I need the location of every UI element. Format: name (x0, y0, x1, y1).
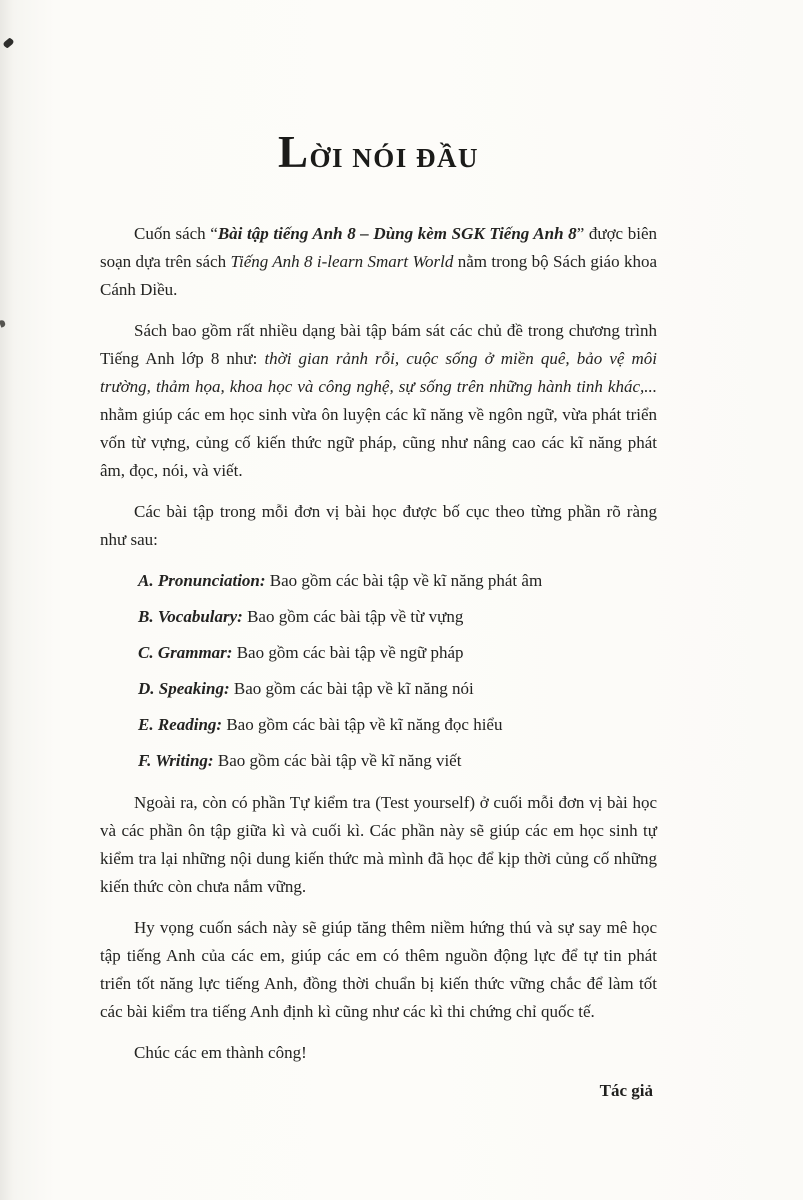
source-book-title-italic: Tiếng Anh 8 i-learn Smart World (230, 252, 454, 271)
author-signature: Tác giả (599, 1081, 653, 1100)
title-drop-initial: L (277, 127, 310, 177)
scan-speck-top (2, 38, 16, 49)
section-text: Bao gồm các bài tập về từ vựng (242, 607, 464, 626)
text-segment: Cuốn sách “ (134, 224, 218, 243)
list-item-speaking (138, 675, 657, 703)
list-item-pronunciation (138, 567, 657, 595)
paragraph-good-luck: Chúc các em thành công! (134, 1043, 307, 1062)
paragraph-intro-2 (100, 317, 657, 485)
text-segment: nằm trong bộ Sách giáo khoa Cánh Diều. (100, 252, 657, 299)
text-segment: Sách bao gồm rất nhiều dạng bài tập bám sát các chủ đề trong chương trình Tiếng Anh lớp 8 như: (100, 321, 657, 368)
title-text: ỜI NÓI ĐẦU (309, 143, 480, 173)
list-item-reading (138, 711, 657, 739)
list-item-vocabulary (138, 603, 657, 631)
book-title-bold-italic: Bài tập tiếng Anh 8 – Dùng kèm SGK Tiếng Anh 8 (217, 224, 577, 243)
section-text: Bao gồm các bài tập về kĩ năng nói (229, 679, 474, 698)
section-label: A. Pronunciation: (138, 571, 266, 590)
list-item-grammar (138, 639, 657, 667)
paragraph-intro-1 (100, 220, 657, 304)
section-label: E. Reading: (138, 715, 223, 734)
paragraph-structure-lead: Các bài tập trong mỗi đơn vị bài học được bố cục theo từng phần rõ ràng như sau: (100, 502, 657, 549)
paragraph-hope: Hy vọng cuốn sách này sẽ giúp tăng thêm niềm hứng thú và sự say mê học tập tiếng Anh của các em, giúp các em có thêm nguồn động lực để tự tin phát triển tốt năng lực tiếng Anh, đồng thời chuẩn bị kiến thức vững chắc để làm tốt các bài kiểm tra tiếng Anh định kì cũng như các kì thi chứng chỉ quốc tế. (100, 918, 657, 1021)
section-text: Bao gồm các bài tập về kĩ năng đọc hiểu (222, 715, 503, 734)
topic-list-italic: thời gian rảnh rỗi, cuộc sống ở miền quê, bảo vệ môi trường, thảm họa, khoa học và công nghệ, sự sống trên những hành tinh khác,... (100, 349, 657, 396)
section-label: B. Vocabulary: (138, 607, 243, 626)
page-content (100, 128, 657, 1105)
section-list (100, 567, 657, 775)
section-label: F. Writing: (138, 751, 214, 770)
list-item-writing (138, 747, 657, 775)
text-segment: ” được biên soạn dựa trên sách (100, 224, 657, 271)
paragraph-test-yourself: Ngoài ra, còn có phần Tự kiểm tra (Test yourself) ở cuối mỗi đơn vị bài học và các phần ôn tập giữa kì và cuối kì. Các phần này sẽ giúp các em học sinh tự kiểm tra lại những nội dung kiến thức mà mình đã học để kịp thời củng cố những kiến thức còn chưa nắm vững. (100, 793, 657, 896)
section-text: Bao gồm các bài tập về kĩ năng phát âm (265, 571, 543, 590)
text-segment: nhằm giúp các em học sinh vừa ôn luyện các kĩ năng về ngôn ngữ, vừa phát triển vốn từ vựng, củng cố kiến thức ngữ pháp, cũng như nâng cao các kĩ năng phát âm, đọc, nói, và viết. (100, 405, 657, 480)
section-label: D. Speaking: (138, 679, 230, 698)
scan-speck-left (0, 319, 6, 327)
section-text: Bao gồm các bài tập về ngữ pháp (232, 643, 464, 662)
section-text: Bao gồm các bài tập về kĩ năng viết (213, 751, 462, 770)
section-label: C. Grammar: (138, 643, 233, 662)
page-title (100, 128, 657, 182)
